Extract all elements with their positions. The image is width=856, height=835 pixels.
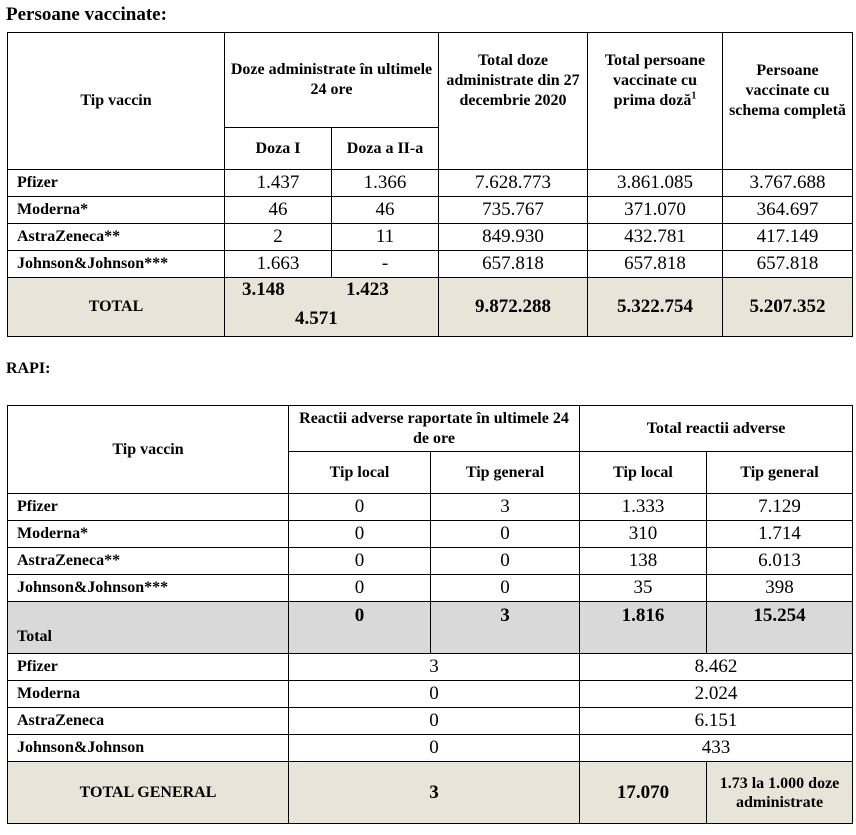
header-type: Tip vaccin	[8, 33, 225, 170]
header-total-doses: Total doze administrate din 27 decembrie 2020	[439, 33, 588, 170]
cell: 3.767.688	[723, 170, 853, 197]
cell: 6.013	[707, 548, 853, 575]
rapi-header-general-total: Tip general	[707, 452, 853, 494]
cell: 432.781	[588, 224, 723, 251]
row-label: Johnson&Johnson***	[8, 575, 289, 602]
cell: 3	[431, 494, 580, 521]
cell: 657.818	[439, 251, 588, 278]
cell: 1.333	[580, 494, 707, 521]
header-dose1: Doza I	[225, 128, 332, 170]
cell: 0	[289, 548, 431, 575]
cell: 0	[431, 575, 580, 602]
table-row	[8, 494, 853, 521]
cell: 1.366	[332, 170, 439, 197]
rapi-header-local-total: Tip local	[580, 452, 707, 494]
summary-row	[8, 735, 853, 762]
cell: 735.767	[439, 197, 588, 224]
rapi-header-last24: Reactii adverse raportate în ultimele 24 de ore	[289, 406, 580, 452]
cell: 0	[289, 708, 580, 735]
row-label: AstraZeneca	[8, 708, 289, 735]
cell: 0	[289, 521, 431, 548]
table-row	[8, 170, 853, 197]
cell: 11	[332, 224, 439, 251]
total-doses: 9.872.288	[439, 278, 588, 337]
table-row	[8, 548, 853, 575]
cell: 364.697	[723, 197, 853, 224]
cell: 35	[580, 575, 707, 602]
cell: 7.628.773	[439, 170, 588, 197]
rapi-header-type: Tip vaccin	[8, 406, 289, 494]
row-label: Moderna*	[8, 521, 289, 548]
total-general: 15.254	[707, 602, 853, 654]
cell: 0	[431, 521, 580, 548]
cell: 849.930	[439, 224, 588, 251]
row-label: Johnson&Johnson***	[8, 251, 225, 278]
total-label: TOTAL	[8, 278, 225, 337]
cell: 2.024	[580, 681, 853, 708]
total-row	[8, 602, 853, 654]
rapi-header-general24: Tip general	[431, 452, 580, 494]
table-row	[8, 197, 853, 224]
cell: 46	[332, 197, 439, 224]
grand-total-label: TOTAL GENERAL	[8, 762, 289, 824]
total-general24: 3	[431, 602, 580, 654]
cell: 0	[289, 494, 431, 521]
summary-row	[8, 708, 853, 735]
cell: 7.129	[707, 494, 853, 521]
rapi-header-total: Total reactii adverse	[580, 406, 853, 452]
summary-row	[8, 654, 853, 681]
total-complete: 5.207.352	[723, 278, 853, 337]
vaccinated-table	[7, 32, 853, 337]
cell: 3.861.085	[588, 170, 723, 197]
table-row	[8, 224, 853, 251]
cell: 3	[289, 654, 580, 681]
rapi-header-local24: Tip local	[289, 452, 431, 494]
total-label: Total	[8, 602, 289, 654]
row-label: Pfizer	[8, 494, 289, 521]
header-first-dose: Total persoane vaccinate cu prima doză$^1$	[588, 33, 723, 170]
cell: 8.462	[580, 654, 853, 681]
cell: 417.149	[723, 224, 853, 251]
table-row	[8, 575, 853, 602]
rapi-table	[7, 405, 853, 824]
grand-total-row	[8, 762, 853, 824]
row-label: AstraZeneca**	[8, 224, 225, 251]
total-local24: 0	[289, 602, 431, 654]
cell: 657.818	[723, 251, 853, 278]
cell: 6.151	[580, 708, 853, 735]
grand-total-24h: 3	[289, 762, 580, 824]
cell: 398	[707, 575, 853, 602]
header-last24: Doze administrate în ultimele 24 ore	[225, 33, 439, 128]
cell: 1.714	[707, 521, 853, 548]
vaccinated-heading: Persoane vaccinate:	[6, 4, 167, 25]
row-label: Moderna*	[8, 197, 225, 224]
cell: 657.818	[588, 251, 723, 278]
total-local: 1.816	[580, 602, 707, 654]
total-first: 5.322.754	[588, 278, 723, 337]
total-row	[8, 278, 853, 337]
cell: 0	[431, 548, 580, 575]
cell: 1.663	[225, 251, 332, 278]
cell: 310	[580, 521, 707, 548]
table-row	[8, 251, 853, 278]
cell: 433	[580, 735, 853, 762]
cell: 46	[225, 197, 332, 224]
header-complete: Persoane vaccinate cu schema completă	[723, 33, 853, 170]
row-label: Pfizer	[8, 654, 289, 681]
cell: -	[332, 251, 439, 278]
cell: 138	[580, 548, 707, 575]
cell: 371.070	[588, 197, 723, 224]
cell: 2	[225, 224, 332, 251]
total-24h-sum: 4.571	[295, 308, 338, 329]
table-row	[8, 521, 853, 548]
grand-total-rate: 1.73 la 1.000 doze administrate	[707, 762, 853, 824]
rapi-heading: RAPI:	[6, 360, 51, 377]
row-label: AstraZeneca**	[8, 548, 289, 575]
total-dose1: 3.148	[242, 279, 285, 300]
row-label: Pfizer	[8, 170, 225, 197]
cell: 0	[289, 735, 580, 762]
cell: 1.437	[225, 170, 332, 197]
total-24h-cell	[225, 278, 439, 337]
row-label: Moderna	[8, 681, 289, 708]
cell: 0	[289, 575, 431, 602]
cell: 0	[289, 681, 580, 708]
row-label: Johnson&Johnson	[8, 735, 289, 762]
grand-total-all: 17.070	[580, 762, 707, 824]
header-dose2: Doza a II-a	[332, 128, 439, 170]
summary-row	[8, 681, 853, 708]
total-dose2: 1.423	[346, 279, 389, 300]
